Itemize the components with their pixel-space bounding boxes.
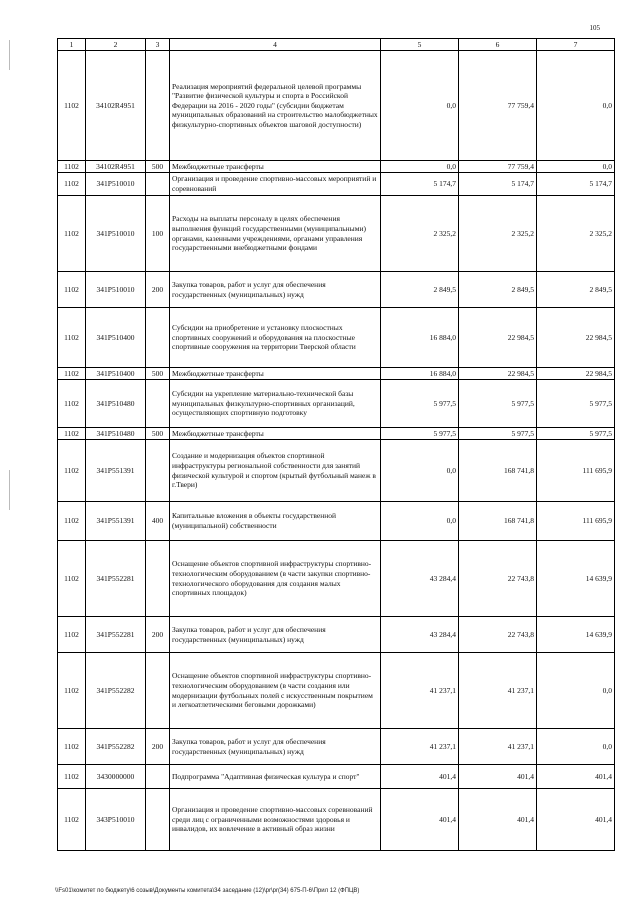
amount-col-6: 5 977,5 — [459, 380, 537, 428]
target-article-code: 341P552281 — [86, 541, 146, 617]
header-col-1: 1 — [58, 39, 86, 51]
amount-col-6: 2 325,2 — [459, 196, 537, 272]
amount-col-5: 41 237,1 — [381, 729, 459, 765]
amount-col-7: 14 639,9 — [537, 541, 615, 617]
section-code: 1102 — [58, 51, 86, 161]
amount-col-6: 2 849,5 — [459, 272, 537, 308]
amount-col-6: 22 984,5 — [459, 308, 537, 368]
expense-type-code: 200 — [146, 617, 170, 653]
expense-type-code — [146, 51, 170, 161]
amount-col-6: 77 759,4 — [459, 51, 537, 161]
margin-mark — [9, 470, 10, 510]
header-col-6: 6 — [459, 39, 537, 51]
item-name: Субсидии на укрепление материально-технической базы муниципальных физкультурно-спортивных организаций, осуществляющих спортивную подготовку — [170, 380, 381, 428]
amount-col-6: 22 743,8 — [459, 617, 537, 653]
item-name: Создание и модернизация объектов спортивной инфраструктуры региональной собственности для занятий физической культурой и спортом (крытый футбольный манеж в г.Твери) — [170, 440, 381, 502]
target-article-code: 341P552281 — [86, 617, 146, 653]
item-name: Субсидии на приобретение и установку плоскостных спортивных сооружений и оборудования на плоскостные спортивные сооружения на территории Тверской области — [170, 308, 381, 368]
amount-col-7: 401,4 — [537, 789, 615, 851]
amount-col-5: 0,0 — [381, 161, 459, 173]
table-row — [58, 440, 615, 502]
section-code: 1102 — [58, 173, 86, 196]
amount-col-7: 111 695,9 — [537, 440, 615, 502]
expense-type-code — [146, 765, 170, 789]
target-article-code: 341P510010 — [86, 196, 146, 272]
expense-type-code — [146, 380, 170, 428]
page-number: 105 — [589, 24, 600, 32]
section-code: 1102 — [58, 541, 86, 617]
section-code: 1102 — [58, 161, 86, 173]
expense-type-code — [146, 789, 170, 851]
amount-col-5: 401,4 — [381, 789, 459, 851]
expense-type-code: 500 — [146, 161, 170, 173]
amount-col-5: 43 284,4 — [381, 617, 459, 653]
item-name: Закупка товаров, работ и услуг для обеспечения государственных (муниципальных) нужд — [170, 272, 381, 308]
section-code: 1102 — [58, 729, 86, 765]
amount-col-5: 0,0 — [381, 51, 459, 161]
item-name: Оснащение объектов спортивной инфраструктуры спортивно-технологическим оборудованием (в части создания или модернизации футбольных полей с искусственным покрытием и легкоатлетическими беговыми дорожками) — [170, 653, 381, 729]
target-article-code: 341P510010 — [86, 272, 146, 308]
table-row — [58, 789, 615, 851]
table-row — [58, 161, 615, 173]
amount-col-6: 168 741,8 — [459, 502, 537, 541]
target-article-code: 341P510480 — [86, 428, 146, 440]
section-code: 1102 — [58, 653, 86, 729]
amount-col-7: 2 325,2 — [537, 196, 615, 272]
expense-type-code: 400 — [146, 502, 170, 541]
section-code: 1102 — [58, 440, 86, 502]
amount-col-7: 5 174,7 — [537, 173, 615, 196]
header-col-4: 4 — [170, 39, 381, 51]
amount-col-6: 41 237,1 — [459, 729, 537, 765]
expense-type-code — [146, 308, 170, 368]
amount-col-5: 16 884,0 — [381, 368, 459, 380]
table-row — [58, 617, 615, 653]
expense-type-code — [146, 653, 170, 729]
table-row — [58, 541, 615, 617]
item-name: Реализация мероприятий федеральной целевой программы "Развитие физической культуры и спорта в Российской Федерации на 2016 - 2020 годы" (субсидии бюджетам муниципальных образований на строительство малобюджетных физкультурно-спортивных объектов шаговой доступности) — [170, 51, 381, 161]
target-article-code: 341P551391 — [86, 502, 146, 541]
amount-col-5: 2 849,5 — [381, 272, 459, 308]
expense-type-code — [146, 440, 170, 502]
amount-col-7: 0,0 — [537, 729, 615, 765]
amount-col-6: 5 977,5 — [459, 428, 537, 440]
item-name: Организация и проведение спортивно-массовых соревнований среди лиц с ограниченными возможностями здоровья и инвалидов, их вовлечение в активный образ жизни — [170, 789, 381, 851]
target-article-code: 341P510480 — [86, 380, 146, 428]
item-name: Закупка товаров, работ и услуг для обеспечения государственных (муниципальных) нужд — [170, 617, 381, 653]
item-name: Межбюджетные трансферты — [170, 161, 381, 173]
table-row — [58, 196, 615, 272]
expense-type-code: 200 — [146, 729, 170, 765]
target-article-code: 341P510400 — [86, 368, 146, 380]
header-col-2: 2 — [86, 39, 146, 51]
expense-type-code: 500 — [146, 368, 170, 380]
target-article-code: 34102R4951 — [86, 161, 146, 173]
header-row — [58, 39, 615, 51]
amount-col-7: 2 849,5 — [537, 272, 615, 308]
header-col-5: 5 — [381, 39, 459, 51]
amount-col-5: 5 977,5 — [381, 428, 459, 440]
section-code: 1102 — [58, 789, 86, 851]
amount-col-7: 0,0 — [537, 51, 615, 161]
amount-col-5: 41 237,1 — [381, 653, 459, 729]
amount-col-7: 111 695,9 — [537, 502, 615, 541]
table-row — [58, 173, 615, 196]
item-name: Межбюджетные трансферты — [170, 428, 381, 440]
amount-col-5: 0,0 — [381, 440, 459, 502]
amount-col-5: 5 977,5 — [381, 380, 459, 428]
section-code: 1102 — [58, 272, 86, 308]
section-code: 1102 — [58, 765, 86, 789]
expense-type-code — [146, 173, 170, 196]
item-name: Организация и проведение спортивно-массовых мероприятий и соревнований — [170, 173, 381, 196]
expense-type-code: 100 — [146, 196, 170, 272]
header-col-3: 3 — [146, 39, 170, 51]
target-article-code: 343P510010 — [86, 789, 146, 851]
amount-col-5: 43 284,4 — [381, 541, 459, 617]
budget-table — [57, 38, 615, 851]
expense-type-code: 200 — [146, 272, 170, 308]
table-row — [58, 380, 615, 428]
amount-col-6: 41 237,1 — [459, 653, 537, 729]
section-code: 1102 — [58, 196, 86, 272]
amount-col-5: 0,0 — [381, 502, 459, 541]
item-name: Расходы на выплаты персоналу в целях обеспечения выполнения функций государственными (муниципальными) органами, казенными учреждениями, органами управления государственными внебюджетными фондами — [170, 196, 381, 272]
amount-col-6: 401,4 — [459, 765, 537, 789]
amount-col-6: 168 741,8 — [459, 440, 537, 502]
table-row — [58, 653, 615, 729]
amount-col-7: 22 984,5 — [537, 368, 615, 380]
table-row — [58, 368, 615, 380]
amount-col-5: 16 884,0 — [381, 308, 459, 368]
target-article-code: 3430000000 — [86, 765, 146, 789]
amount-col-7: 0,0 — [537, 653, 615, 729]
target-article-code: 341P551391 — [86, 440, 146, 502]
amount-col-7: 22 984,5 — [537, 308, 615, 368]
section-code: 1102 — [58, 368, 86, 380]
item-name: Межбюджетные трансферты — [170, 368, 381, 380]
section-code: 1102 — [58, 308, 86, 368]
section-code: 1102 — [58, 617, 86, 653]
amount-col-6: 5 174,7 — [459, 173, 537, 196]
section-code: 1102 — [58, 380, 86, 428]
target-article-code: 341P552282 — [86, 653, 146, 729]
header-col-7: 7 — [537, 39, 615, 51]
amount-col-7: 401,4 — [537, 765, 615, 789]
table-row — [58, 272, 615, 308]
target-article-code: 341P510010 — [86, 173, 146, 196]
table-row — [58, 428, 615, 440]
amount-col-7: 5 977,5 — [537, 428, 615, 440]
table-row — [58, 765, 615, 789]
expense-type-code — [146, 541, 170, 617]
table-row — [58, 51, 615, 161]
table-row — [58, 502, 615, 541]
amount-col-7: 0,0 — [537, 161, 615, 173]
amount-col-7: 5 977,5 — [537, 380, 615, 428]
amount-col-5: 401,4 — [381, 765, 459, 789]
amount-col-6: 401,4 — [459, 789, 537, 851]
section-code: 1102 — [58, 428, 86, 440]
amount-col-6: 77 759,4 — [459, 161, 537, 173]
target-article-code: 34102R4951 — [86, 51, 146, 161]
amount-col-5: 5 174,7 — [381, 173, 459, 196]
target-article-code: 341P552282 — [86, 729, 146, 765]
amount-col-6: 22 984,5 — [459, 368, 537, 380]
item-name: Закупка товаров, работ и услуг для обеспечения государственных (муниципальных) нужд — [170, 729, 381, 765]
section-code: 1102 — [58, 502, 86, 541]
item-name: Подпрограмма "Адаптивная физическая культура и спорт" — [170, 765, 381, 789]
item-name: Капитальные вложения в объекты государственной (муниципальной) собственности — [170, 502, 381, 541]
file-path-footer: \\Fs01\комитет по бюджету\6 созыв\Документы комитета\34 заседание (12)\pr\pr(34) 675-П-6\Прил 12 (ФПЦВ) — [55, 888, 360, 894]
expense-type-code: 500 — [146, 428, 170, 440]
table-row — [58, 308, 615, 368]
amount-col-7: 14 639,9 — [537, 617, 615, 653]
amount-col-6: 22 743,8 — [459, 541, 537, 617]
target-article-code: 341P510400 — [86, 308, 146, 368]
table-row — [58, 729, 615, 765]
item-name: Оснащение объектов спортивной инфраструктуры спортивно-технологическим оборудованием (в части закупки спортивно-технологического оборудования для создания малых спортивных площадок) — [170, 541, 381, 617]
amount-col-5: 2 325,2 — [381, 196, 459, 272]
margin-mark — [9, 40, 10, 70]
